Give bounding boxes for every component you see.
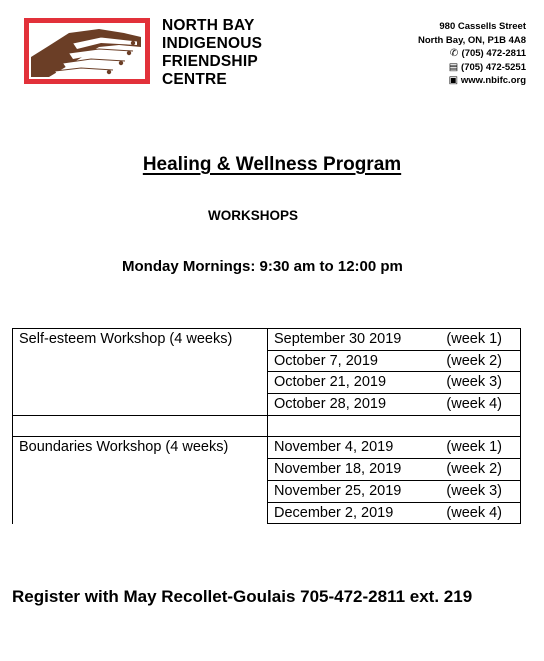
session-week: (week 1) — [446, 439, 502, 456]
registration-contact: Register with May Recollet-Goulais 705-472-2811 ext. 219 — [12, 587, 473, 606]
page-title: Healing & Wellness Program — [142, 154, 402, 175]
table-row — [13, 437, 521, 459]
org-name-line: NORTH BAY — [162, 17, 255, 34]
session-week: (week 2) — [446, 461, 502, 478]
workshop-name-cell — [13, 394, 268, 416]
session-cell — [268, 394, 521, 416]
address-line-1: 980 Cassells Street — [439, 21, 526, 32]
fax-number: (705) 472-5251 — [461, 61, 526, 73]
phone-icon: ✆ — [449, 48, 459, 59]
workshop-name-cell — [13, 459, 268, 481]
table-row — [13, 372, 521, 394]
workshop-name-cell: Self-esteem Workshop (4 weeks) — [13, 329, 268, 351]
org-name-line: FRIENDSHIP — [162, 53, 258, 70]
workshop-name-cell — [13, 480, 268, 502]
workshop-name-cell: Boundaries Workshop (4 weeks) — [13, 437, 268, 459]
schedule-text: Monday Mornings: 9:30 am to 12:00 pm — [122, 258, 403, 275]
session-cell — [268, 502, 521, 524]
session-week: (week 2) — [446, 352, 502, 369]
address-line-2: North Bay, ON, P1B 4A8 — [417, 34, 526, 46]
table-row-spacer — [13, 415, 521, 437]
hands-logo-icon — [29, 23, 145, 79]
session-date: September 30 2019 — [274, 331, 402, 347]
table-row — [13, 480, 521, 502]
session-week: (week 3) — [446, 374, 502, 391]
empty-cell — [13, 415, 268, 437]
web-row — [418, 74, 526, 88]
computer-icon: ▣ — [448, 75, 459, 86]
session-date: November 4, 2019 — [274, 439, 394, 456]
phone-number: (705) 472-2811 — [461, 48, 526, 59]
session-date: October 28, 2019 — [274, 396, 387, 413]
session-cell — [268, 437, 521, 459]
org-name-line: INDIGENOUS — [162, 35, 263, 52]
table-row — [13, 350, 521, 372]
workshop-schedule-table — [12, 328, 521, 524]
org-name-line: CENTRE — [162, 71, 227, 88]
session-cell — [268, 480, 521, 502]
session-date: December 2, 2019 — [274, 504, 394, 521]
table-row — [13, 459, 521, 481]
session-cell — [268, 350, 521, 372]
phone-row — [418, 47, 526, 61]
session-date: November 25, 2019 — [274, 482, 402, 499]
session-cell — [268, 329, 521, 351]
table-row — [13, 502, 521, 524]
section-subtitle: WORKSHOPS — [208, 208, 299, 223]
session-date: October 7, 2019 — [274, 352, 378, 369]
empty-cell — [268, 415, 521, 437]
workshop-name-cell — [13, 502, 268, 524]
session-cell — [268, 459, 521, 481]
session-week: (week 1) — [446, 331, 502, 347]
website[interactable]: www.nbifc.org — [460, 75, 526, 86]
table-row — [13, 329, 521, 351]
table-row — [13, 394, 521, 416]
workshop-name-cell — [13, 350, 268, 372]
workshop-name-cell — [13, 372, 268, 394]
session-week: (week 3) — [446, 482, 502, 499]
session-week: (week 4) — [446, 396, 502, 413]
fax-icon: ▤ — [448, 61, 459, 73]
nbifc-logo — [24, 18, 150, 84]
fax-row — [418, 61, 526, 75]
session-week: (week 4) — [446, 504, 502, 521]
session-date: October 21, 2019 — [274, 374, 387, 391]
session-cell — [268, 372, 521, 394]
organization-name — [162, 17, 262, 89]
contact-info — [418, 20, 526, 88]
session-date: November 18, 2019 — [274, 461, 402, 478]
